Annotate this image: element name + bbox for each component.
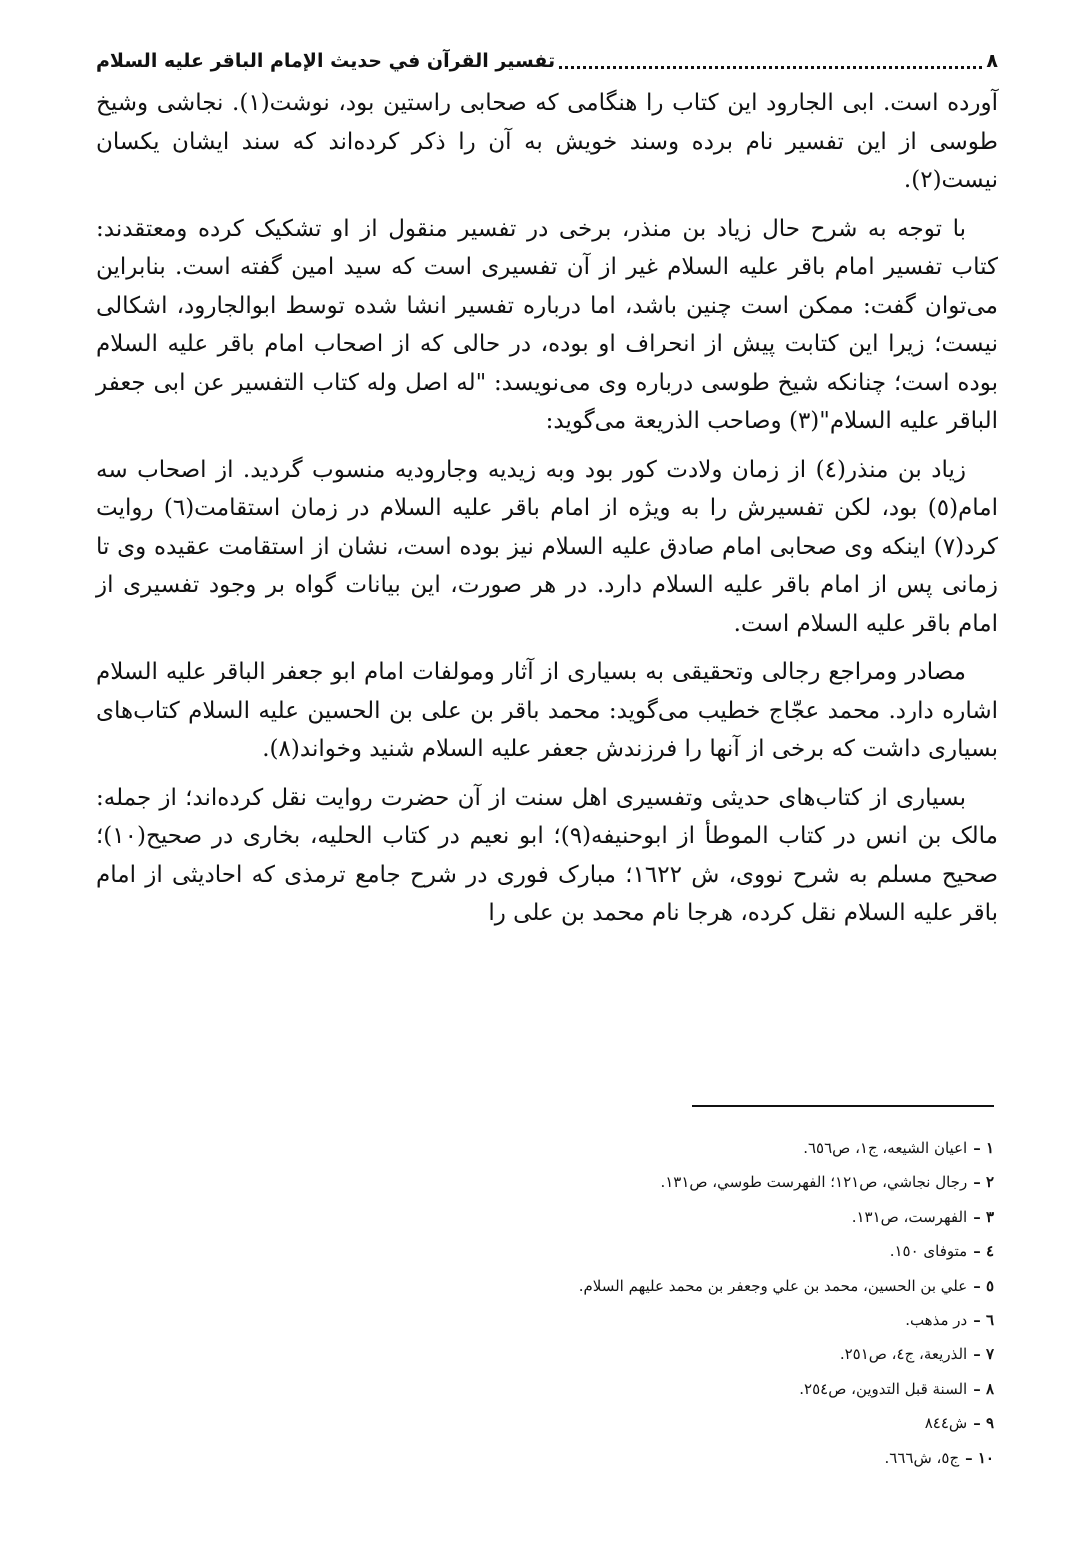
main-text xyxy=(96,84,998,943)
running-header xyxy=(96,44,998,78)
footnote-6 xyxy=(294,1303,994,1337)
footnote-text: در مذهب. xyxy=(905,1311,968,1330)
footnote-5 xyxy=(294,1269,994,1303)
footnote-text: ج٥، ش٦٦٦. xyxy=(884,1448,960,1467)
paragraph-2: با توجه به شرح حال زیاد بن منذر، برخی در تفسیر منقول از او تشکیک کرده ومعتقدند: کتاب تفسیر امام باقر علیه السلام غیر از آن تفسیری است که سید امین گفته است. بنابراین می‌توان گفت: ممکن است چنین باشد، اما درباره تفسیر انشا شده توسط ابوالجارود، اشکالی نیست؛ زیرا این کتابت پیش از انحراف او بوده، در حالی که از اصحاب امام باقر علیه السلام بوده است؛ چنانکه شیخ طوسی درباره وی می‌نویسد: "له اصل وله کتاب التفسیر عن ابی جعفر الباقر علیه السلام"(٣) وصاحب الذریعة می‌گوید: xyxy=(96,215,998,434)
footnote-text: الذريعة، ج٤، ص٢٥١. xyxy=(839,1345,968,1364)
footnote-text: رجال نجاشي، ص١٢١؛ الفهرست طوسي، ص١٣١. xyxy=(660,1173,968,1192)
footnote-8 xyxy=(294,1372,994,1406)
footnote-10 xyxy=(294,1441,994,1475)
footnote-text: علي بن الحسين، محمد بن علي وجعفر بن محمد عليهم السلام. xyxy=(578,1276,968,1295)
footnote-number: ١٠ – xyxy=(965,1448,994,1467)
footnote-number: ٩ – xyxy=(973,1414,994,1433)
footnote-number: ٢ – xyxy=(973,1173,994,1192)
footnote-number: ٧ – xyxy=(973,1345,994,1364)
paragraph-1: آورده است. ابی الجارود این کتاب را هنگامی که صحابی راستین بود، نوشت(١). نجاشی وشیخ طوسی از این تفسیر نام برده وسند خویش به آن را ذکر کرده‌اند که سند ایشان یکسان نیست(٢). xyxy=(96,90,998,193)
footnote-number: ٦ – xyxy=(973,1311,994,1330)
footnote-text: ش٨٤٤ xyxy=(924,1414,968,1433)
footnote-number: ٥ – xyxy=(973,1276,994,1295)
footnote-9 xyxy=(294,1406,994,1440)
footnote-7 xyxy=(294,1337,994,1371)
page-number: ٨ xyxy=(986,50,998,72)
footnote-3 xyxy=(294,1200,994,1234)
footnote-1 xyxy=(294,1131,994,1165)
paragraph-5: بسیاری از کتاب‌های حدیثی وتفسیری اهل سنت از آن حضرت روایت نقل کرده‌اند؛ از جمله: مالک بن انس در کتاب الموطأ از ابوحنیفه(٩)؛ ابو نعیم در کتاب الحلیه، بخاری در صحیح(١٠)؛ صحیح مسلم به شرح نووی، ش ١٦٢٢؛ مبارک فوری در شرح جامع ترمذی که احادیثی از امام باقر علیه السلام نقل کرده، هرجا نام محمد بن علی را xyxy=(96,784,998,926)
running-title: تفسير القرآن في حديث الإمام الباقر عليه السلام xyxy=(96,50,556,72)
footnote-4 xyxy=(294,1234,994,1268)
paragraph-3: زیاد بن منذر(٤) از زمان ولادت کور بود وبه زیدیه وجارودیه منسوب گردید. از اصحاب سه امام(٥) بود، لکن تفسیرش را به ویژه از امام باقر علیه السلام در زمان استقامت(٦) روایت کرد(٧) اینکه وی صحابی امام صادق علیه السلام نیز بوده است، نشان از استقامت عقیده وی تا زمانی پس از امام باقر علیه السلام دارد. در هر صورت، این بیانات گواه بر وجود تفسیری از امام باقر علیه السلام است. xyxy=(96,456,998,637)
footnote-separator xyxy=(692,1105,994,1107)
footnotes-list xyxy=(294,1131,994,1475)
footnote-number: ٣ – xyxy=(973,1207,994,1226)
footnote-text: الفهرست، ص١٣١. xyxy=(851,1207,968,1226)
footnote-2 xyxy=(294,1165,994,1199)
footnote-number: ٤ – xyxy=(973,1242,994,1261)
dotted-leader xyxy=(559,65,982,69)
footnote-text: اعيان الشيعه، ج١، ص٦٥٦. xyxy=(803,1139,968,1157)
paragraph-4: مصادر ومراجع رجالی وتحقیقی به بسیاری از آثار ومولفات امام ابو جعفر الباقر علیه السلام اشاره دارد. محمد عجّاج خطیب می‌گوید: محمد باقر بن علی بن الحسین علیه السلام کتاب‌های بسیاری داشت که برخی از آنها را فرزندش جعفر علیه السلام شنید وخواند(٨). xyxy=(96,659,998,762)
footnote-number: ٨ – xyxy=(973,1379,994,1398)
footnote-text: متوفاى ١٥٠. xyxy=(889,1242,968,1261)
footnote-text: السنة قبل التدوين، ص٢٥٤. xyxy=(799,1379,968,1398)
footnote-number: ١ – xyxy=(973,1139,994,1157)
